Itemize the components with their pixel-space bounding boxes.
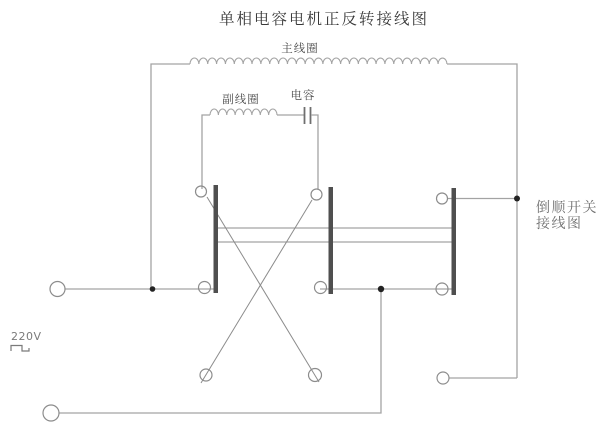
switch-blade-right	[452, 188, 457, 295]
ac-waveform-icon	[11, 346, 29, 352]
junction-dot-right-bus	[514, 196, 520, 202]
terminal-bottom-left	[199, 282, 211, 294]
wire-main-left	[151, 64, 190, 289]
terminal-supply-line	[50, 282, 65, 297]
reversing-switch-section	[43, 185, 520, 421]
page-title: 单相电容电机正反转接线图	[218, 10, 430, 28]
wire-main-right-bus	[447, 64, 517, 378]
terminal-top-left	[196, 186, 207, 197]
switch-caption-line2: 接线图	[536, 216, 583, 232]
switch-blade-left	[214, 185, 219, 293]
terminal-top-right	[437, 193, 448, 204]
junction-dot-center	[378, 286, 384, 292]
terminal-bottom-middle	[315, 282, 327, 294]
wire-capacitor-down	[311, 115, 318, 189]
terminal-lower-right	[437, 372, 449, 384]
main-coil-label: 主线圈	[281, 41, 319, 55]
main-coil	[190, 58, 447, 64]
wire-aux-left	[202, 115, 210, 189]
wire-cross-a	[207, 197, 319, 382]
switch-blade-middle	[329, 187, 334, 294]
aux-coil	[210, 109, 277, 115]
motor-section	[151, 58, 517, 378]
terminal-supply-neutral	[43, 405, 59, 421]
supply-voltage-label: 220V	[11, 330, 42, 343]
capacitor-label: 电容	[290, 88, 316, 102]
aux-coil-label: 副线圈	[222, 92, 260, 106]
junction-dot-left	[150, 286, 156, 292]
terminal-top-middle	[311, 189, 322, 200]
switch-caption-line1: 倒顺开关	[536, 200, 598, 216]
